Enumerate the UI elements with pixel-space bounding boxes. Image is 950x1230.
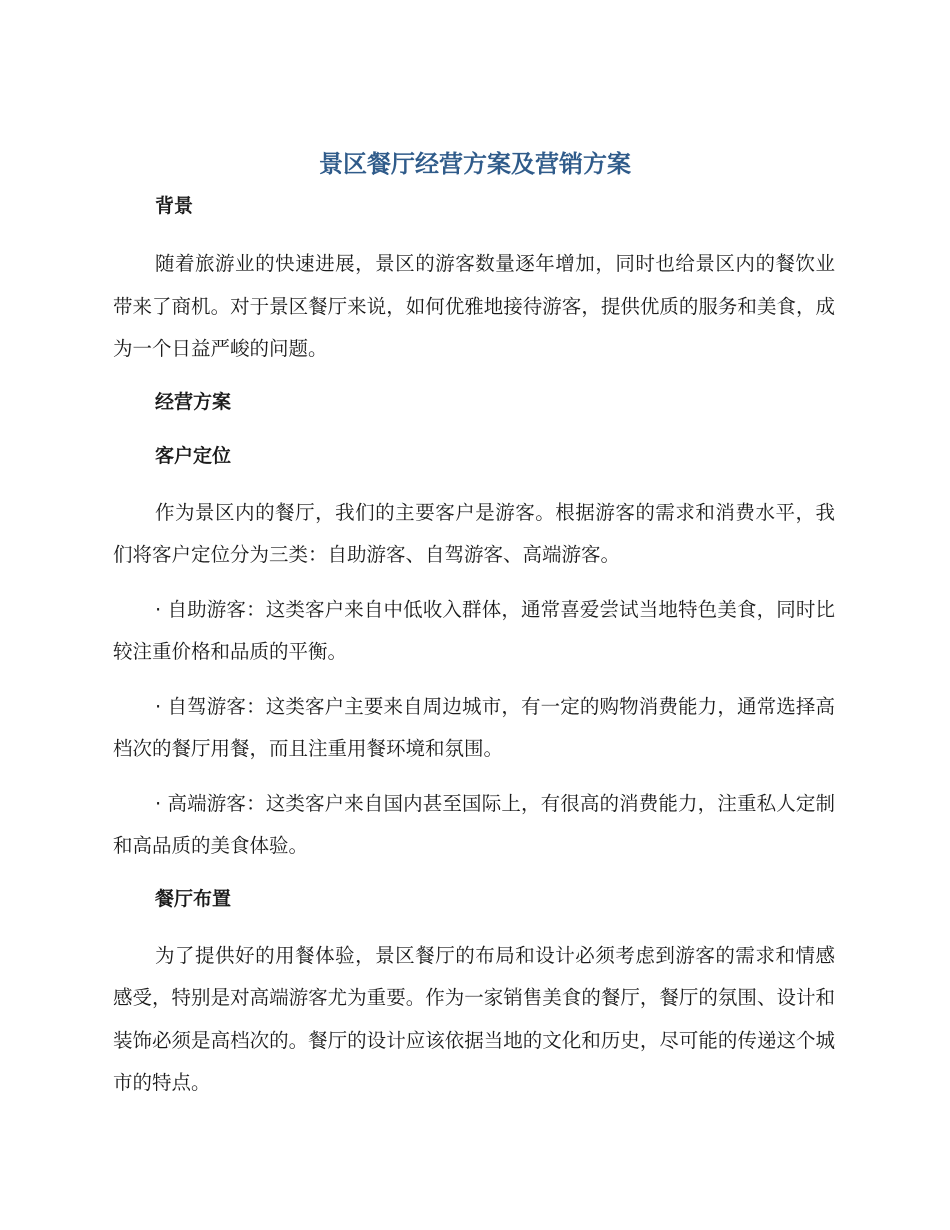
paragraph-layout: 为了提供好的用餐体验，景区餐厅的布局和设计必须考虑到游客的需求和情感感受，特别是对高端游客尤为重要。作为一家销售美食的餐厅，餐厅的氛围、设计和装饰必须是高档次的。餐厅的设计应该依据当地的文化和历史，尽可能的传递这个城市的特点。 [113, 943, 835, 1094]
bullet-self-driving: · 自驾游客：这类客户主要来自周边城市，有一定的购物消费能力，通常选择高档次的餐厅用餐，而且注重用餐环境和氛围。 [113, 694, 835, 760]
section-heading-customer: 客户定位 [155, 444, 232, 467]
bullet-high-end: · 高端游客：这类客户来自国内甚至国际上，有很高的消费能力，注重私人定制和高品质的美食体验。 [113, 791, 835, 857]
paragraph-customer: 作为景区内的餐厅，我们的主要客户是游客。根据游客的需求和消费水平，我们将客户定位分为三类：自助游客、自驾游客、高端游客。 [113, 500, 835, 566]
document-body [113, 188, 835, 1105]
section-heading-layout: 餐厅布置 [155, 887, 232, 910]
section-heading-background: 背景 [155, 195, 194, 217]
document-title: 景区餐厅经营方案及营销方案 [319, 150, 631, 178]
section-heading-operation: 经营方案 [155, 390, 232, 413]
paragraph-background: 随着旅游业的快速进展，景区的游客数量逐年增加，同时也给景区内的餐饮业带来了商机。对于景区餐厅来说，如何优雅地接待游客，提供优质的服务和美食，成为一个日益严峻的问题。 [113, 252, 835, 360]
bullet-self-guided: · 自助游客：这类客户来自中低收入群体，通常喜爱尝试当地特色美食，同时比较注重价格和品质的平衡。 [113, 597, 835, 663]
